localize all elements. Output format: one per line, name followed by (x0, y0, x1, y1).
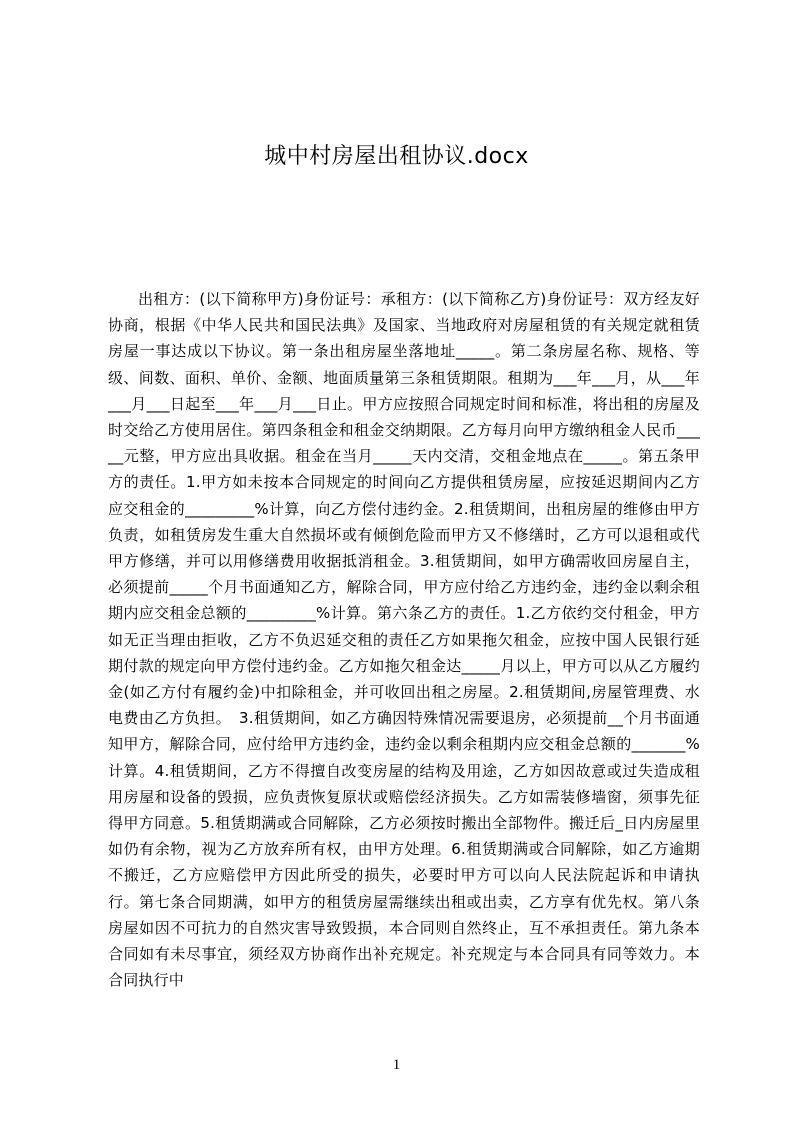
document-title: 城中村房屋出租协议.docx (264, 144, 529, 169)
page-number: 1 (392, 1057, 401, 1073)
document-body-paragraph: 出租方：(以下简称甲方)身份证号：承租方：(以下简称乙方)身份证号：双方经友好协商，根据《中华人民共和国民法典》及国家、当地政府对房屋租赁的有关规定就租赁房屋一事达成以下协议。第一条出租房屋坐落地址_____。第二条房屋名称、规格、等级、间数、面积、单价、金额、地面质量第三条租赁期限。租期为___年___月，从___年___月___日起至___年___月___日止。甲方应按照合同规定时间和标准，将出租的房屋及时交给乙方使用居住。第四条租金和租金交纳期限。乙方每月向甲方缴纳租金人民币_____元整，甲方应出具收据。租金在当月_____天内交清，交租金地点在_____。第五条甲方的责任。1.甲方如未按本合同规定的时间向乙方提供租赁房屋，应按延迟期间内乙方应交租金的_________%计算，向乙方偿付违约金。2.租赁期间，出租房屋的维修由甲方负责，如租赁房发生重大自然损坏或有倾倒危险而甲方又不修缮时，乙方可以退租或代甲方修缮，并可以用修缮费用收据抵消租金。3.租赁期间，如甲方确需收回房屋自主，必须提前_____个月书面通知乙方，解除合同，甲方应付给乙方违约金，违约金以剩余租期内应交租金总额的_________%计算。第六条乙方的责任。1.乙方依约交付租金，甲方如无正当理由拒收，乙方不负迟延交租的责任乙方如果拖欠租金，应按中国人民银行延期付款的规定向甲方偿付违约金。乙方如拖欠租金达_____月以上，甲方可以从乙方履约金(如乙方付有履约金)中扣除租金，并可收回出租之房屋。2.租赁期间,房屋管理费、水电费由乙方负担。 3.租赁期间，如乙方确因特殊情况需要退房，必须提前__个月书面通知甲方，解除合同，应付给甲方违约金，违约金以剩余租期内应交租金总额的_______%计算。4.租赁期间，乙方不得擅自改变房屋的结构及用途，乙方如因故意或过失造成租用房屋和设备的毁损，应负责恢复原状或赔偿经济损失。乙方如需装修墙窗，须事先征得甲方同意。5.租赁期满或合同解除，乙方必须按时搬出全部物件。搬迁后_日内房屋里如仍有余物，视为乙方放弃所有权，由甲方处理。6.租赁期满或合同解除，如乙方逾期不搬迁，乙方应赔偿甲方因此所受的损失，必要时甲方可以向人民法院起诉和申请执行。第七条合同期满，如甲方的租赁房屋需继续出租或出卖，乙方享有优先权。第八条房屋如因不可抗力的自然灾害导致毁损，本合同则自然终止，互不承担责任。第九条本合同如有未尽事宜，须经双方协商作出补充规定。补充规定与本合同具有同等效力。本合同执行中 (108, 290, 700, 990)
